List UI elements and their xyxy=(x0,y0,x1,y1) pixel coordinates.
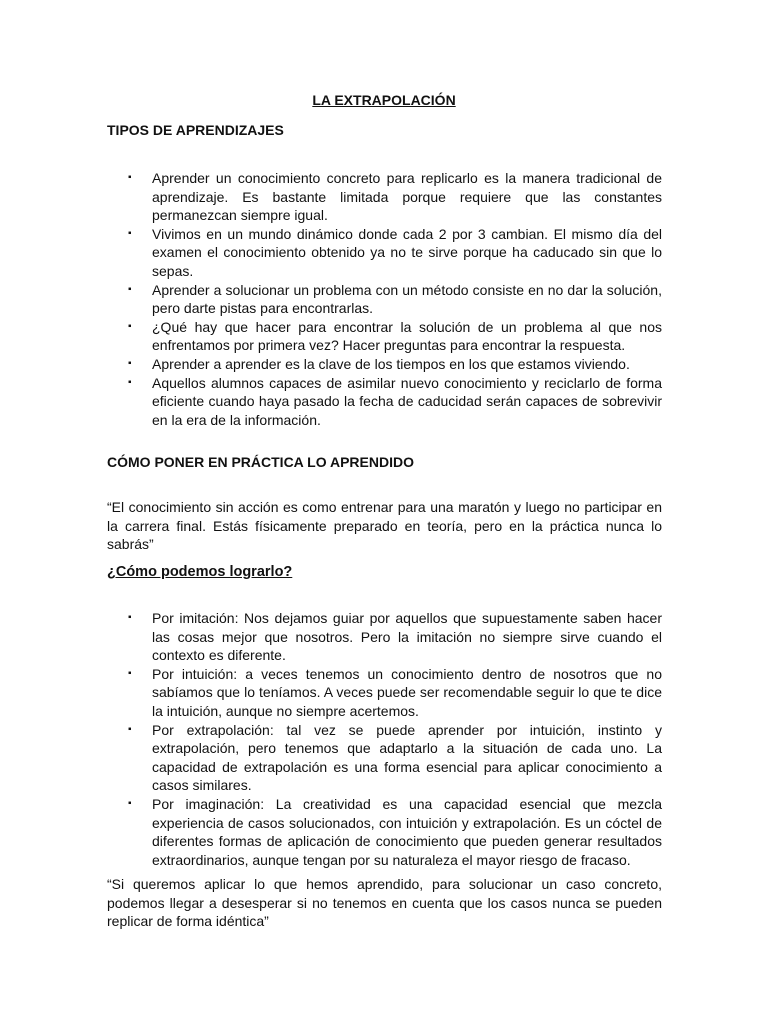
list-item xyxy=(107,665,662,721)
list-item xyxy=(107,795,662,869)
quote-conocimiento: “El conocimiento sin acción es como entrenar para una maratón y luego no participar en la carrera final. Estás físicamente preparado en teoría, pero en la práctica nunca lo sabrás” xyxy=(107,499,662,553)
list-item-text: Vivimos en un mundo dinámico donde cada 2 por 3 cambian. El mismo día del examen el conocimiento obtenido ya no te sirve porque ha caducado sin que lo sepas. xyxy=(152,225,662,279)
section-heading-tipos: TIPOS DE APRENDIZAJES xyxy=(107,122,284,138)
bullet-icon: ▪ xyxy=(128,667,132,679)
closing-quote: “Si queremos aplicar lo que hemos aprendido, para solucionar un caso concreto, podemos llegar a desesperar si no tenemos en cuenta que los casos nunca se pueden replicar de forma idéntica” xyxy=(107,876,662,930)
bullet-icon: ▪ xyxy=(128,797,132,809)
list-item-text: Aquellos alumnos capaces de asimilar nuevo conocimiento y reciclarlo de forma eficiente cuando haya pasado la fecha de caducidad serán capaces de sobrevivir en la era de la información. xyxy=(152,374,662,428)
list-item-text: Por imaginación: La creatividad es una capacidad esencial que mezcla experiencia de casos solucionados, con intuición y extrapolación. Es un cóctel de diferentes formas de aplicación de conocimiento que pueden generar resultados extraordinarios, aunque tengan por su naturaleza el mayor riesgo de fracaso. xyxy=(152,795,662,868)
bullet-list-metodos xyxy=(107,609,662,869)
section-heading-practica: CÓMO PONER EN PRÁCTICA LO APRENDIDO xyxy=(107,454,414,470)
subheading-como-lograrlo: ¿Cómo podemos lograrlo? xyxy=(107,564,293,580)
bullet-icon: ▪ xyxy=(128,172,132,183)
list-item-text: Por imitación: Nos dejamos guiar por aquellos que supuestamente saben hacer las cosas mejor que nosotros. Pero la imitación no siempre sirve cuando el contexto es diferente. xyxy=(152,610,662,664)
list-item-text: Aprender a solucionar un problema con un método consiste en no dar la solución, pero darte pistas para encontrarlas. xyxy=(152,281,662,317)
list-item xyxy=(107,609,662,665)
bullet-icon: ▪ xyxy=(128,320,132,332)
bullet-icon: ▪ xyxy=(128,376,132,388)
document-title: LA EXTRAPOLACIÓN xyxy=(312,92,456,108)
list-item xyxy=(107,281,662,318)
list-item-text: Por intuición: a veces tenemos un conocimiento dentro de nosotros que no sabíamos que lo teníamos. A veces puede ser recomendable seguir lo que te dice la intuición, aunque no siempre acertemos. xyxy=(152,665,662,719)
bullet-icon: ▪ xyxy=(128,357,132,369)
list-item xyxy=(107,374,662,430)
bullet-icon: ▪ xyxy=(128,612,132,623)
list-item-text: ¿Qué hay que hacer para encontrar la solución de un problema al que nos enfrentamos por primera vez? Hacer preguntas para encontrar la respuesta. xyxy=(152,318,662,354)
list-item xyxy=(107,721,662,795)
bullet-icon: ▪ xyxy=(128,227,132,239)
bullet-icon: ▪ xyxy=(128,723,132,735)
list-item-text: Aprender a aprender es la clave de los tiempos en los que estamos viviendo. xyxy=(152,355,630,372)
bullet-icon: ▪ xyxy=(128,283,132,295)
list-item xyxy=(107,225,662,281)
list-item xyxy=(107,169,662,225)
list-item-text: Aprender un conocimiento concreto para replicarlo es la manera tradicional de aprendizaje. Es bastante limitada porque requiere que las constantes permanezcan siempre igual. xyxy=(152,170,662,224)
list-item xyxy=(107,318,662,355)
list-item xyxy=(107,355,662,374)
list-item-text: Por extrapolación: tal vez se puede aprender por intuición, instinto y extrapolación, pero tenemos que adaptarlo a la situación de cada uno. La capacidad de extrapolación es una forma esencial para aplicar conocimiento a casos similares. xyxy=(152,721,662,794)
bullet-list-tipos xyxy=(107,169,662,429)
